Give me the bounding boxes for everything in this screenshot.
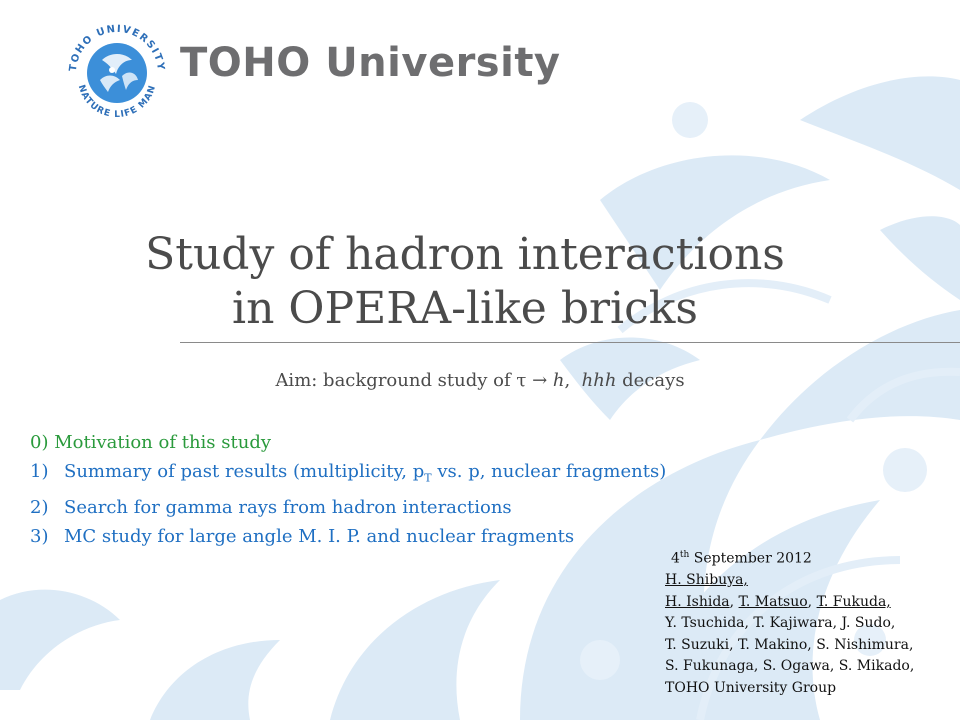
aim-hhh: hhh [581, 370, 617, 391]
agenda-item [30, 522, 666, 551]
university-logo [62, 18, 172, 128]
agenda-item [30, 457, 666, 493]
agenda-number: 2) [30, 496, 49, 518]
agenda-item [30, 493, 666, 522]
author-line: T. Suzuki, T. Makino, S. Nishimura, [665, 636, 914, 653]
aim-separator: , [564, 370, 582, 391]
group-name: TOHO University Group [665, 679, 837, 696]
aim-statement [0, 370, 960, 391]
author-line: Y. Tsuchida, T. Kajiwara, J. Sudo, [665, 615, 896, 632]
author-name: H. Ishida [665, 593, 730, 610]
agenda-number: 1) [30, 461, 49, 482]
title-line-2: in OPERA-like bricks [232, 283, 698, 334]
university-wordmark: TOHO University [180, 40, 561, 86]
credits-block [665, 545, 914, 699]
agenda-text: Search for gamma rays from hadron interactions [64, 496, 512, 518]
title-divider [180, 342, 960, 343]
author-line: S. Fukunaga, S. Ogawa, S. Mikado, [665, 658, 915, 675]
tau-symbol: τ [516, 370, 527, 391]
date-ordinal: th [679, 550, 690, 560]
agenda-subscript: T [424, 471, 432, 485]
aim-prefix: Aim: background study of [275, 370, 517, 391]
title-line-1: Study of hadron interactions [145, 229, 785, 280]
agenda-list [30, 428, 666, 551]
agenda-number: 3) [30, 525, 49, 547]
author-name: T. Matsuo [738, 593, 808, 610]
arrow-icon: → [526, 370, 553, 391]
date-day: 4 [671, 550, 680, 567]
presentation-date [671, 545, 914, 570]
author-name: T. Fukuda, [816, 593, 891, 610]
aim-h: h [552, 370, 565, 391]
date-rest: September 2012 [689, 550, 812, 567]
svg-text:TOHO UNIVERSITY: TOHO UNIVERSITY [67, 23, 167, 73]
author-separator: , [729, 593, 739, 610]
agenda-text-continued: vs. p, nuclear fragments) [431, 461, 667, 482]
agenda-text: MC study for large angle M. I. P. and nuclear fragments [64, 525, 575, 547]
author-separator: , [807, 593, 817, 610]
svg-text:NATURE LIFE MAN: NATURE LIFE MAN [75, 83, 159, 121]
author-line [665, 592, 914, 614]
author-line [665, 570, 914, 592]
agenda-motivation: 0) Motivation of this study [30, 432, 272, 453]
slide-title [0, 228, 930, 336]
agenda-text: Summary of past results (multiplicity, p [64, 461, 425, 482]
aim-suffix: decays [616, 370, 685, 391]
author-presenter: H. Shibuya, [665, 572, 748, 589]
